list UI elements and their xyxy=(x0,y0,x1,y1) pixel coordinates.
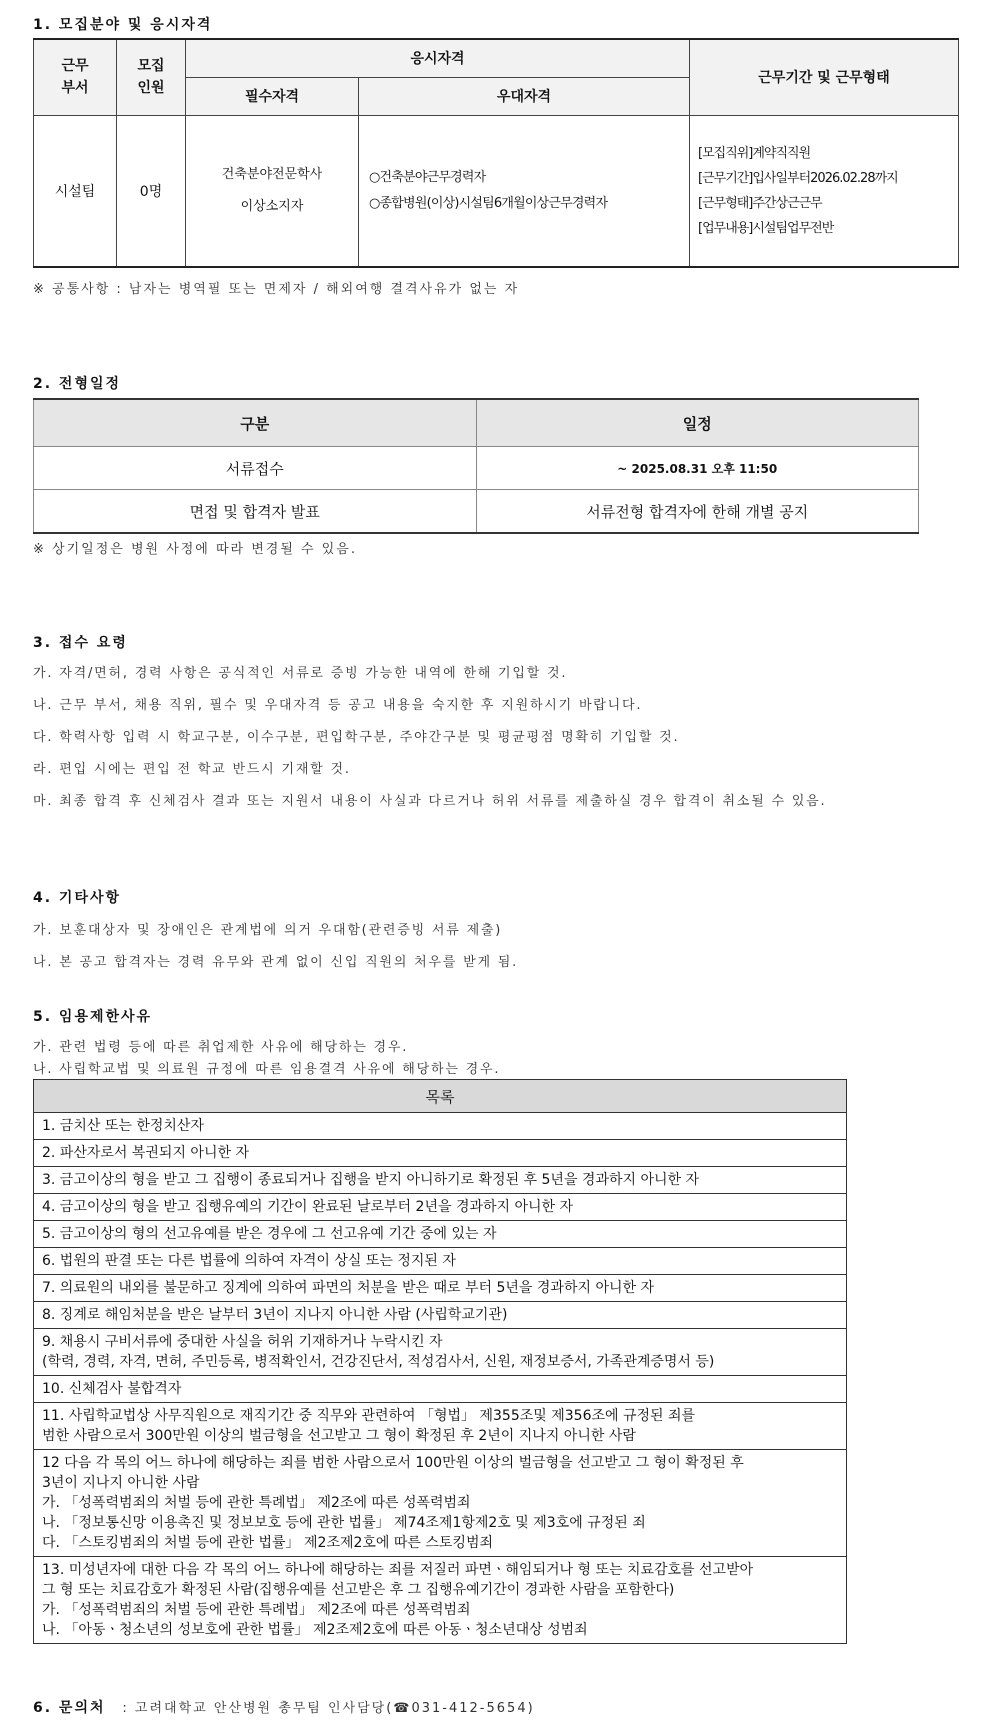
section-4-item: 가. 보훈대상자 및 장애인은 관계법에 의거 우대함(관련증빙 서류 제출) xyxy=(33,923,503,938)
section-5-item: 가. 관련 법령 등에 따른 취업제한 사유에 해당하는 경우. xyxy=(33,1040,409,1055)
disqualification-line: 그 형 또는 치료감호가 확정된 사람(집행유예를 선고받은 후 그 집행유예기간이 경과한 사람을 포함한다) xyxy=(42,1582,675,1598)
header-preferred: 우대자격 xyxy=(359,77,690,115)
disqualification-line: 나. 「아동ㆍ청소년의 성보호에 관한 법률」 제2조제2호에 따른 아동ㆍ청소년대상 성범죄 xyxy=(42,1622,588,1638)
disqualification-item xyxy=(34,1376,847,1403)
disqualification-item xyxy=(34,1113,847,1140)
table-row xyxy=(34,1221,847,1248)
disqualification-item xyxy=(34,1557,847,1644)
disqualification-item xyxy=(34,1450,847,1557)
contact-label: 6. 문의처 xyxy=(33,1700,106,1716)
disqualification-line: 나. 「정보통신망 이용촉진 및 정보보호 등에 관한 법률」 제74조제1항제2호 및 제3호에 규정된 죄 xyxy=(42,1515,646,1531)
disqualification-line: 4. 금고이상의 형을 받고 집행유예의 기간이 완료된 날로부터 2년을 경과하지 아니한 자 xyxy=(42,1199,574,1215)
table-row xyxy=(34,1557,847,1644)
row-required xyxy=(186,115,359,267)
section-3-item: 다. 학력사항 입력 시 학교구분, 이수구분, 편입학구분, 주야간구분 및 평균평점 명확히 기입할 것. xyxy=(33,730,680,745)
section-5-title: 5. 임용제한사유 xyxy=(33,1009,153,1025)
table-row xyxy=(34,1302,847,1329)
row-count: 0명 xyxy=(117,115,186,267)
disqualification-table xyxy=(33,1079,847,1644)
schedule-row-1-category: 서류접수 xyxy=(34,447,477,490)
table-row xyxy=(34,1403,847,1450)
period-line-1: [모집직위]계약직직원 xyxy=(698,145,811,161)
table-row xyxy=(34,1194,847,1221)
disqualification-item xyxy=(34,1194,847,1221)
schedule-row-2-category: 면접 및 합격자 발표 xyxy=(34,490,477,534)
disqualification-line: 7. 의료원의 내외를 불문하고 징계에 의하여 파면의 처분을 받은 때로 부터 5년을 경과하지 아니한 자 xyxy=(42,1280,655,1296)
header-qualification: 응시자격 xyxy=(186,39,690,77)
disqualification-item xyxy=(34,1403,847,1450)
row-preferred xyxy=(359,115,690,267)
disqualification-line: 6. 법원의 판결 또는 다른 법률에 의하여 자격이 상실 또는 정지된 자 xyxy=(42,1253,456,1269)
required-line-1: 건축분야전문학사 xyxy=(221,166,323,182)
period-line-4: [업무내용]시설팀업무전반 xyxy=(698,220,834,236)
disqualification-item xyxy=(34,1275,847,1302)
disqualification-item xyxy=(34,1248,847,1275)
required-line-2: 이상소지자 xyxy=(240,198,304,214)
section-3-item: 가. 자격/면허, 경력 사항은 공식적인 서류로 증빙 가능한 내역에 한해 기입할 것. xyxy=(33,666,568,681)
section-3-item: 라. 편입 시에는 편입 전 학교 반드시 기재할 것. xyxy=(33,762,351,777)
disqualification-item xyxy=(34,1302,847,1329)
header-count: 모집 인원 xyxy=(117,39,186,115)
section-6-title xyxy=(33,1697,535,1717)
schedule-table xyxy=(33,398,919,534)
disqualification-line: 가. 「성폭력범죄의 처벌 등에 관한 특례법」 제2조에 따른 성폭력범죄 xyxy=(42,1602,471,1618)
disqualification-line: 3년이 지나지 아니한 사람 xyxy=(42,1475,200,1491)
table-row xyxy=(34,1140,847,1167)
disqualification-item xyxy=(34,1140,847,1167)
section-4-title: 4. 기타사항 xyxy=(33,890,122,906)
table-row xyxy=(34,1376,847,1403)
disqualification-item xyxy=(34,1329,847,1376)
row-period xyxy=(690,115,959,267)
disqualification-line: 2. 파산자로서 복권되지 아니한 자 xyxy=(42,1145,249,1161)
disqualification-item xyxy=(34,1221,847,1248)
section-1-title: 1. 모집분야 및 응시자격 xyxy=(33,17,213,33)
preferred-line-1: ○건축분야근무경력자 xyxy=(369,169,486,185)
section-2-note: ※ 상기일정은 병원 사정에 따라 변경될 수 있음. xyxy=(33,542,357,557)
recruitment-table xyxy=(33,38,959,268)
schedule-header-category: 구분 xyxy=(34,399,477,447)
header-period: 근무기간 및 근무형태 xyxy=(690,39,959,115)
disqualification-line: 8. 징계로 해임처분을 받은 날부터 3년이 지나지 아니한 사람 (사립학교기관) xyxy=(42,1307,508,1323)
table-row xyxy=(34,1167,847,1194)
section-3-item: 마. 최종 합격 후 신체검사 결과 또는 지원서 내용이 사실과 다르거나 허위 서류를 제출하실 경우 합격이 취소될 수 있음. xyxy=(33,794,827,809)
section-3-title: 3. 접수 요령 xyxy=(33,635,128,651)
section-5-item: 나. 사립학교법 및 의료원 규정에 따른 임용결격 사유에 해당하는 경우. xyxy=(33,1062,501,1077)
disqualification-line: (학력, 경력, 자격, 면허, 주민등록, 병적확인서, 건강진단서, 적성검사서, 신원, 재정보증서, 가족관계증명서 등) xyxy=(42,1354,715,1370)
section-4-item: 나. 본 공고 합격자는 경력 유무와 관계 없이 신입 직원의 처우를 받게 됨. xyxy=(33,955,519,970)
disqualification-header: 목록 xyxy=(34,1080,847,1113)
disqualification-line: 10. 신체검사 불합격자 xyxy=(42,1381,182,1397)
section-3-item: 나. 근무 부서, 채용 직위, 필수 및 우대자격 등 공고 내용을 숙지한 후 지원하시기 바랍니다. xyxy=(33,698,643,713)
disqualification-item xyxy=(34,1167,847,1194)
disqualification-line: 범한 사람으로서 300만원 이상의 벌금형을 선고받고 그 형이 확정된 후 2년이 지나지 아니한 사람 xyxy=(42,1428,636,1444)
disqualification-line: 가. 「성폭력범죄의 처벌 등에 관한 특례법」 제2조에 따른 성폭력범죄 xyxy=(42,1495,471,1511)
section-1-note: ※ 공통사항 : 남자는 병역필 또는 면제자 / 해외여행 결격사유가 없는 자 xyxy=(33,282,520,297)
table-row xyxy=(34,1248,847,1275)
disqualification-line: 12 다음 각 목의 어느 하나에 해당하는 죄를 범한 사람으로서 100만원 이상의 벌금형을 선고받고 그 형이 확정된 후 xyxy=(42,1455,744,1471)
table-row xyxy=(34,1329,847,1376)
schedule-row-1-date: ~ 2025.08.31 오후 11:50 xyxy=(476,447,919,490)
contact-info: : 고려대학교 안산병원 총무팀 인사담당(☎031-412-5654) xyxy=(122,1701,535,1716)
disqualification-line: 9. 채용시 구비서류에 중대한 사실을 허위 기재하거나 누락시킨 자 xyxy=(42,1334,443,1350)
preferred-line-2: ○종합병원(이상)시설팀6개월이상근무경력자 xyxy=(369,195,608,211)
header-dept: 근무 부서 xyxy=(34,39,117,115)
table-row xyxy=(34,1275,847,1302)
header-required: 필수자격 xyxy=(186,77,359,115)
section-2-title: 2. 전형일정 xyxy=(33,376,122,392)
period-line-2: [근무기간]입사일부터2026.02.28까지 xyxy=(698,170,898,186)
schedule-header-date: 일정 xyxy=(476,399,919,447)
row-dept: 시설팀 xyxy=(34,115,117,267)
disqualification-line: 11. 사립학교법상 사무직원으로 재직기간 중 직무와 관련하여 「형법」 제355조및 제356조에 규정된 죄를 xyxy=(42,1408,696,1424)
table-row xyxy=(34,1450,847,1557)
table-row xyxy=(34,1113,847,1140)
disqualification-line: 3. 금고이상의 형을 받고 그 집행이 종료되거나 집행을 받지 아니하기로 확정된 후 5년을 경과하지 아니한 자 xyxy=(42,1172,700,1188)
disqualification-line: 1. 금치산 또는 한정치산자 xyxy=(42,1118,204,1134)
period-line-3: [근무형태]주간상근근무 xyxy=(698,195,822,211)
schedule-row-2-date: 서류전형 합격자에 한해 개별 공지 xyxy=(476,490,919,534)
disqualification-line: 5. 금고이상의 형의 선고유예를 받은 경우에 그 선고유예 기간 중에 있는 자 xyxy=(42,1226,497,1242)
disqualification-line: 다. 「스토킹범죄의 처벌 등에 관한 법률」 제2조제2호에 따른 스토킹범죄 xyxy=(42,1535,494,1551)
disqualification-line: 13. 미성년자에 대한 다음 각 목의 어느 하나에 해당하는 죄를 저질러 파면ㆍ해임되거나 형 또는 치료감호를 선고받아 xyxy=(42,1562,754,1578)
